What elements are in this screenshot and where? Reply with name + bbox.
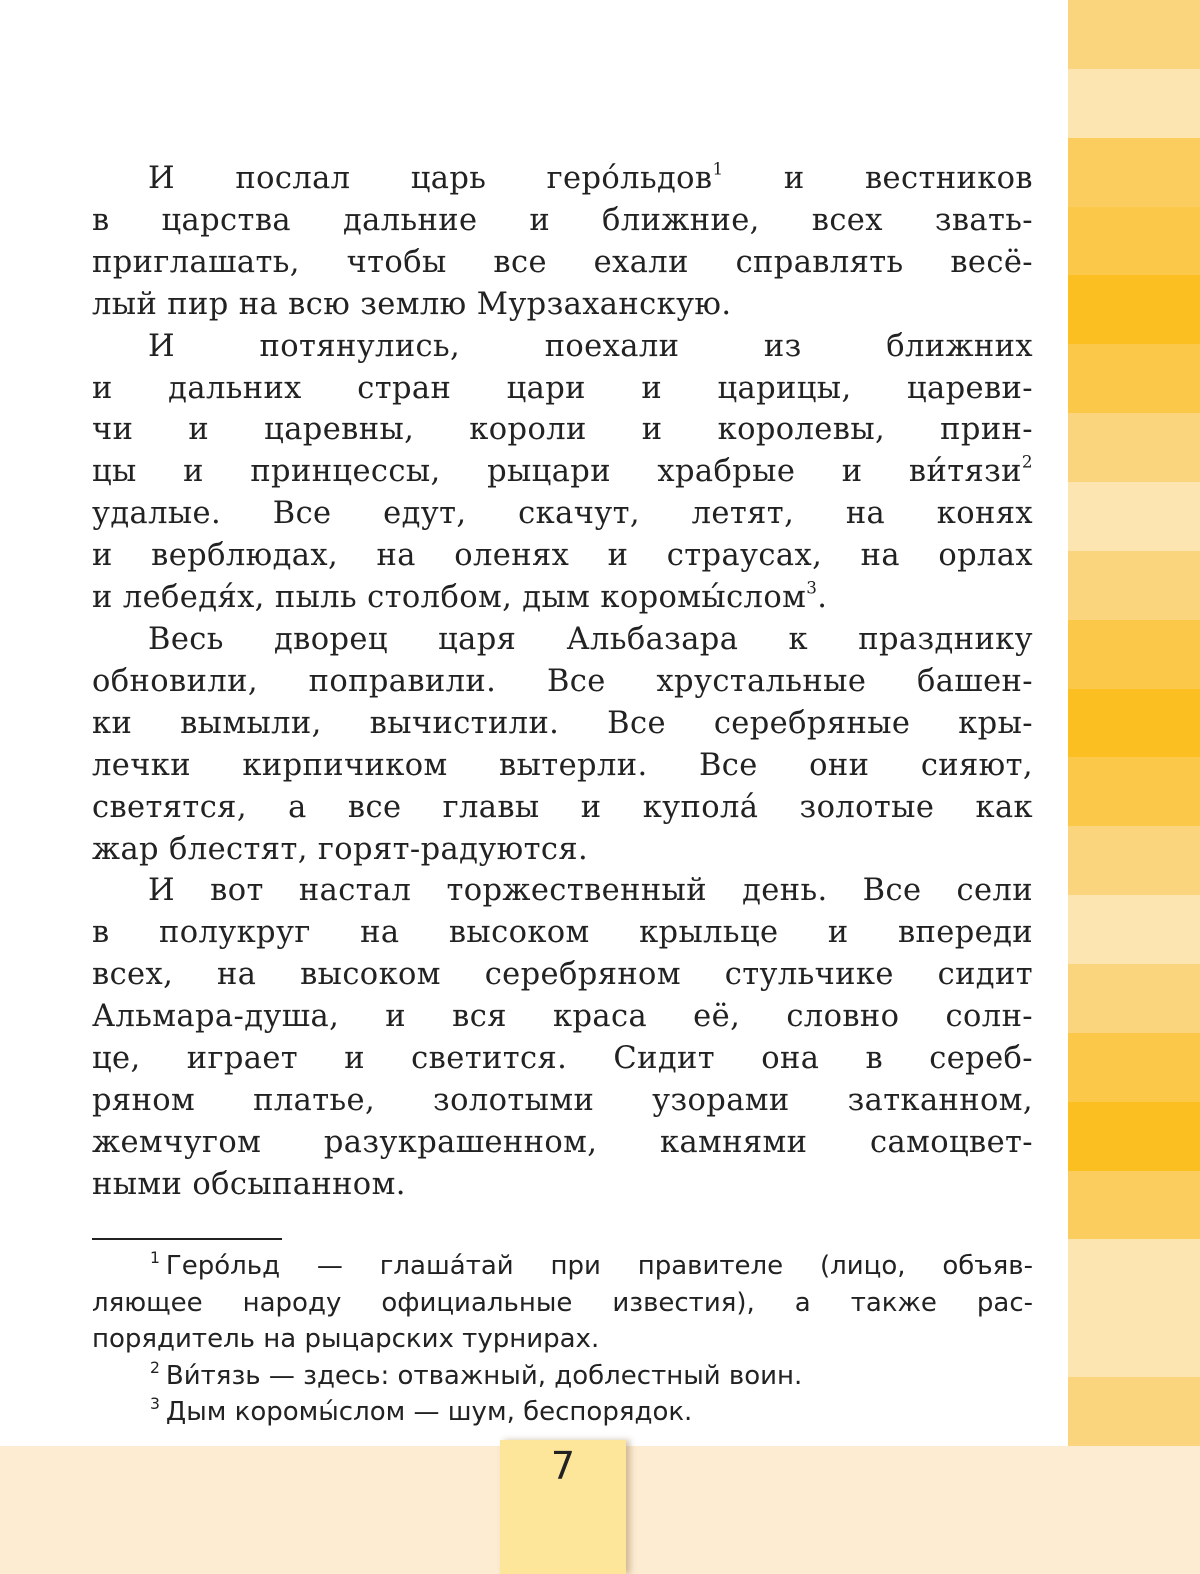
text-run: и лебедя́х, пыль столбом, дым коромы́слом [92,580,807,616]
text-line [92,661,1033,703]
footnote-number: 1 [150,1249,160,1268]
footnote-marker: 2 [1021,451,1033,472]
text-run: и дальних стран цари и царицы, цареви- [92,370,1033,406]
paragraph [92,870,1033,1205]
text-run: И послал царь геро́льдов [148,161,713,196]
text-run: . [817,580,828,616]
text-run: и верблюдах, на оленях и страусах, на орлах [92,538,1033,574]
footnotes [92,1248,1033,1431]
text-run: цы и принцессы, рыцари храбрые и ви́тязи [92,454,1022,490]
text-line [92,829,1033,871]
text-line [92,326,1033,368]
footnote-line [92,1321,1033,1358]
story-text [92,158,1033,1206]
text-run: И вот настал торжественный день. Все сели [148,873,1033,909]
text-line [92,493,1033,535]
footnote-text: Геро́льд — глаша́тай при правителе (лицо, объяв- [165,1251,1033,1281]
stripe [1068,1102,1200,1171]
text-line [92,577,1033,619]
footnote-number: 3 [150,1395,160,1414]
text-run: лечки кирпичиком вытерли. Все они сияют, [92,747,1033,783]
stripe [1068,895,1200,964]
text-run: ными обсыпанном. [92,1166,406,1202]
text-line [92,200,1033,242]
footnote-line [92,1285,1033,1322]
text-run: светятся, а все главы и купола́ золотые как [92,789,1033,825]
stripe [1068,1239,1200,1308]
stripe [1068,964,1200,1033]
stripe [1068,1171,1200,1240]
stripe [1068,482,1200,551]
text-run: жар блестят, горят-радуются. [92,831,589,867]
text-line [92,703,1033,745]
text-line [92,535,1033,577]
stripe [1068,620,1200,689]
text-line [92,745,1033,787]
footnote-line [92,1248,1033,1285]
text-line [92,870,1033,912]
text-run: приглашать, чтобы все ехали справлять весё- [92,244,1033,280]
text-run: це, играет и светится. Сидит она в сереб- [92,1041,1033,1077]
footnote-text: Ви́тязь — здесь: отважный, доблестный воин. [165,1360,803,1391]
footnote-marker: 3 [806,577,818,598]
text-line [92,158,1033,200]
text-line [92,1164,1033,1206]
text-run: лый пир на всю землю Мурзаханскую. [92,286,732,322]
text-line [92,451,1033,493]
footnote [92,1248,1033,1358]
footnote-text: ляющее народу официальные известия), а также рас- [92,1287,1033,1318]
stripe [1068,826,1200,895]
text-line [92,912,1033,954]
text-run: И потянулись, поехали из ближних [148,328,1033,364]
footnote-text: порядитель на рыцарских турнирах. [92,1324,600,1354]
footnote [92,1358,1033,1395]
text-line [92,1080,1033,1122]
text-run: Весь дворец царя Альбазара к празднику [148,621,1033,657]
text-line [92,996,1033,1038]
stripe [1068,551,1200,620]
paragraph [92,158,1033,326]
text-run: обновили, поправили. Все хрустальные башен- [92,663,1033,699]
text-line [92,619,1033,661]
text-line [92,1122,1033,1164]
text-run: ки вымыли, вычистили. Все серебряные кры- [92,705,1033,741]
stripe [1068,138,1200,207]
text-line [92,1038,1033,1080]
footnote-text: Дым коромы́слом — шум, беспорядок. [165,1397,693,1427]
paragraph [92,619,1033,870]
stripe [1068,413,1200,482]
footnote-line [92,1358,1033,1395]
text-line [92,284,1033,326]
text-line [92,242,1033,284]
text-run: в царства дальние и ближние, всех звать- [92,202,1033,238]
stripe [1068,689,1200,758]
text-run: Альмара-душа, и вся краса её, словно солн- [92,999,1033,1035]
footnote-divider [92,1238,282,1240]
stripe [1068,207,1200,276]
stripe [1068,0,1200,69]
footnote-number: 2 [150,1358,160,1377]
text-run: и вестников [723,161,1033,196]
text-line [92,409,1033,451]
text-run: ряном платье, золотыми узорами затканном, [92,1082,1033,1118]
decorative-stripes [1068,0,1200,1446]
stripe [1068,757,1200,826]
text-line [92,954,1033,996]
footnote-marker: 1 [712,158,724,179]
text-line [92,787,1033,829]
page-number: 7 [550,1444,576,1488]
footnote-line [92,1394,1033,1431]
stripe [1068,1308,1200,1377]
stripe [1068,1377,1200,1446]
stripe [1068,69,1200,138]
text-run: всех, на высоком серебряном стульчике сидит [92,957,1033,993]
text-line [92,368,1033,410]
footnote [92,1394,1033,1431]
text-run: чи и царевны, короли и королевы, прин- [92,412,1033,448]
stripe [1068,1033,1200,1102]
text-run: удалые. Все едут, скачут, летят, на конях [92,496,1033,532]
stripe [1068,275,1200,344]
stripe [1068,344,1200,413]
paragraph [92,326,1033,619]
text-run: в полукруг на высоком крыльце и впереди [92,915,1033,951]
text-run: жемчугом разукрашенном, камнями самоцвет- [92,1124,1033,1160]
